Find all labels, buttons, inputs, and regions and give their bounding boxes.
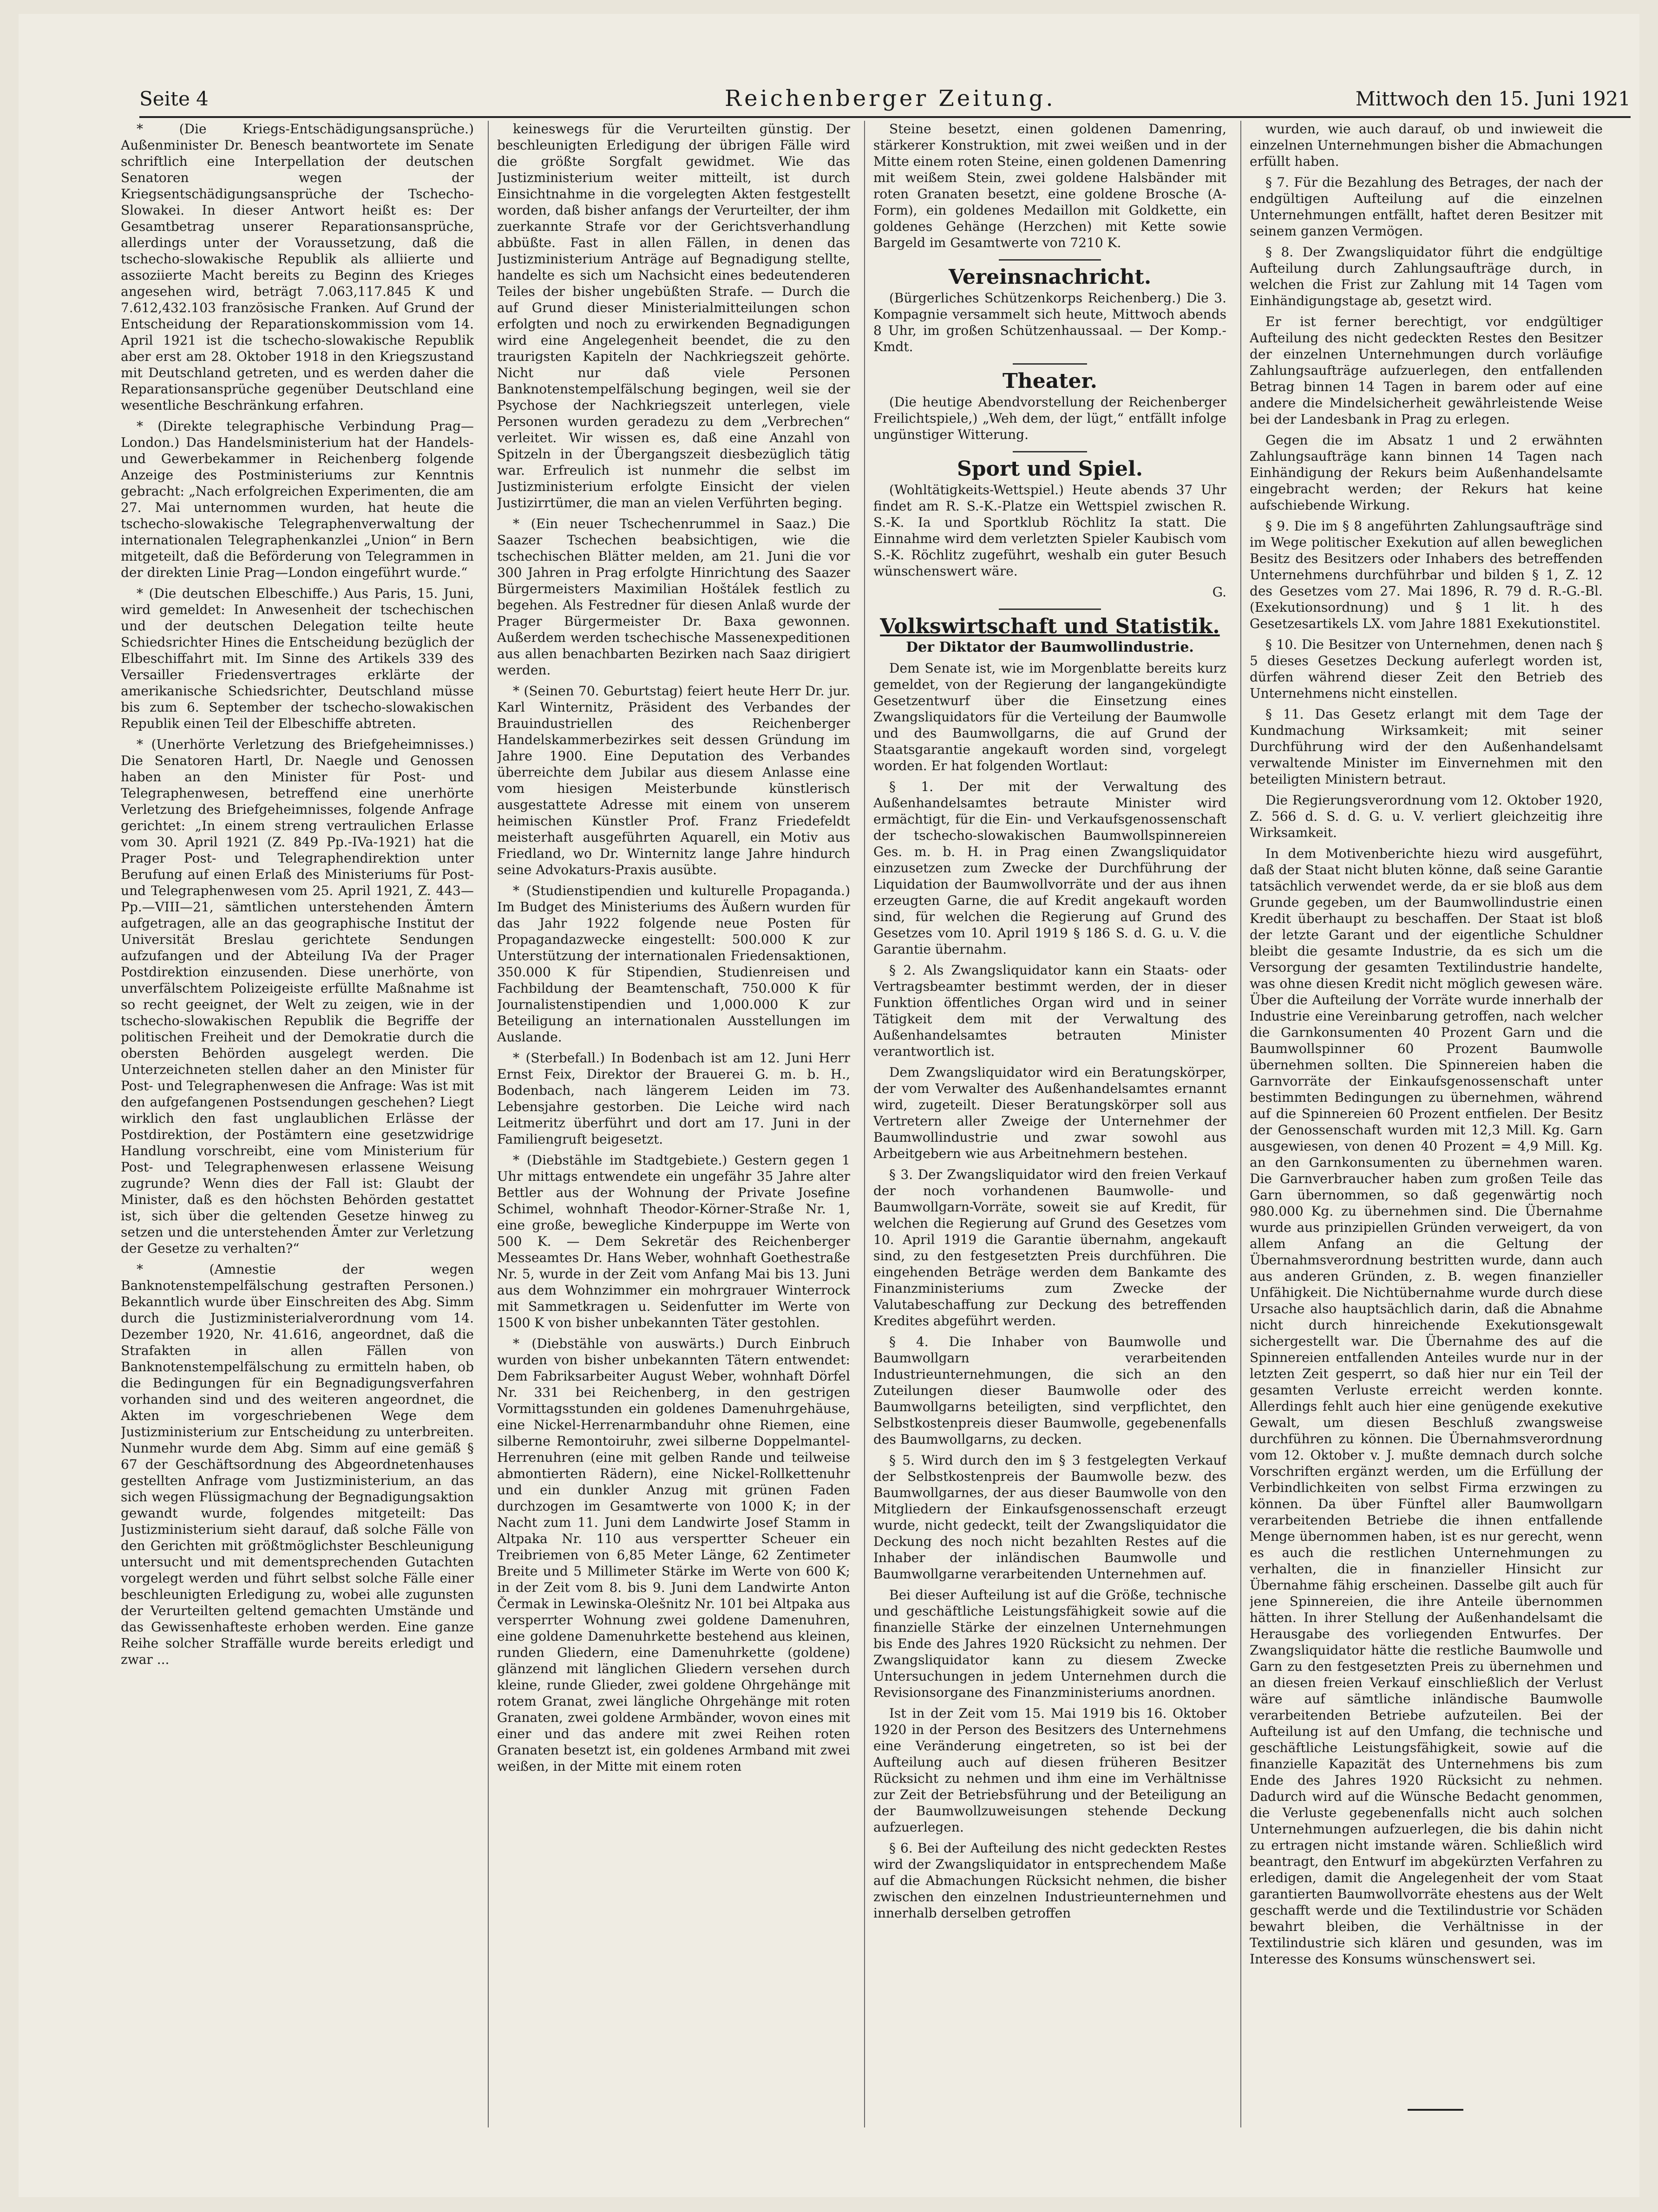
article-death-notice: * (Sterbefall.) In Bodenbach ist am 12. Juni Herr Ernst Feix, Direktor der Brauerei G. m. b. H., Bodenbach, nach längerem Leiden im 73. Lebensjahre gestorben. Die Leiche wird nach Leitmeritz überführt und dort am 17. Juni in der Familiengruft beigesetzt. — [497, 1050, 850, 1147]
column-3 — [873, 121, 1226, 2127]
article-columns — [121, 121, 1612, 2127]
article-elbe-ships: * (Die deutschen Elbeschiffe.) Aus Paris, 15. Juni, wird gemeldet: In Anwesenheit der tschechischen und der deutschen Delegation teilte heute Schiedsrichter Hines die Entscheidung bezüglich der Elbeschiffahrt mit. Im Sinne des Artikels 339 des Versailler Friedensvertrages erklärte der amerikanische Schiedsrichter, Deutschland müsse bis zum 6. September der tschecho-slowakischen Republik einen Teil der Elbeschiffe abtreten. — [121, 586, 474, 731]
econ-paragraph: Ist in der Zeit vom 15. Mai 1919 bis 16. Oktober 1920 in der Person des Besitzers des Unternehmens eine Veränderung eingetreten, so ist bei der Aufteilung auch auf diesen früheren Besitzer Rücksicht zu nehmen und ihm eine im Verhältnisse zur Zeit der Betriebsführung und der Beteiligung an der Baumwollzuweisungen stehende Deckung aufzuerlegen. — [873, 1706, 1226, 1835]
newspaper-title: Reichenberger Zeitung. — [725, 85, 1056, 111]
article-signature: G. — [1212, 584, 1226, 600]
section-title-club-news: Vereinsnachricht. — [948, 265, 1152, 289]
article-birthday: * (Seinen 70. Geburtstag) feiert heute Herr Dr. jur. Karl Winternitz, Präsident des Verbandes der Brauindustriellen des Reichenberger Handelskammerbezirkes seit dessen Gründung im Jahre 1900. Eine Deputation des Verbandes überreichte dem Jubilar aus diesem Anlasse eine vom hiesigen Meisterbunde künstlerisch ausgestattete Adresse mit einem von unserem heimischen Künstler Prof. Franz Friedefeldt meisterhaft ausgeführten Aquarell, ein Motiv aus Friedland, wo Dr. Winternitz lange Jahre hindurch seine Advokaturs-Praxis ausübte. — [497, 683, 850, 877]
article-thefts-city: * (Diebstähle im Stadtgebiete.) Gestern gegen 1 Uhr mittags entwendete ein ungefähr 35 Jahre alter Bettler aus der Wohnung der Private Josefine Schimel, wohnhaft Theodor-Körner-Straße Nr. 1, eine große, bewegliche Kinderpuppe im Werte von 500 K. — Dem Sekretär des Reichenberger Messeamtes Dr. Hans Weber, wohnhaft Goethestraße Nr. 5, wurde in der Zeit vom Anfang Mai bis 13. Juni aus dem Wohnzimmer ein mohrgrauer Winterrock mit Sammetkragen u. Seidenfutter im Werte von 1500 K von bisher unbekannten Täter gestohlen. — [497, 1152, 850, 1330]
econ-motive-report: In dem Motivenberichte hiezu wird ausgeführt, daß der Staat nicht bluten könne, daß seine Garantie tatsächlich verwendet werde, da er sie bloß aus dem Grunde gegeben, um der Baumwollindustrie einen Kredit überhaupt zu beschaffen. Der Staat ist bloß der letzte Garant und der eigentliche Schuldner bleibt die gesamte Industrie, da es sich um die Versorgung der gesamten Textilindustrie handelte, was ohne diesen Kredit nicht möglich gewesen wäre. Über die Aufteilung der Vorräte wurde innerhalb der Industrie eine Vereinbarung getroffen, nach welcher die Garnkonsumenten 40 Prozent Garn und die Baumwollspinner 60 Prozent Baumwolle übernehmen sollten. Die Spinnereien haben die Garnvorräte der Einkaufsgenossenschaft unter bestimmten Bedingungen zu übernehmen, während auf die Spinnereien 60 Prozent entfielen. Der Besitz der Genossenschaft wurden mit 12,3 Mill. Kg. Garn ausgewiesen, von denen 40 Prozent = 4,9 Mill. Kg. an den Garnkonsumenten zu übernehmen waren. Die Garnverbraucher haben zum großen Teile das Garn übernommen, so daß gegenwärtig noch 980.000 Kg. zu übernehmen sind. Die Übernahme wurde aus prinzipiellen Gründen verweigert, da von allem Anfang an die Geltung der Übernahmsverordnung bestritten wurde, dann auch aus anderen Gründen, z. B. wegen finanzieller Unfähigkeit. Die Nichtübernahme wurde durch diese Ursache also hauptsächlich darin, daß die Abnahme nicht durch hinreichende Exekutionsgewalt sichergestellt war. Die Übernahme des auf die Spinnereien entfallenden Anteiles wurde nur in der letzten Zeit gesperrt, so daß hier nur ein Teil der gesamten Verluste erreicht werden konnte. Allerdings fehlt auch hier eine genügende exekutive Gewalt, um diesen Beschluß zwangsweise durchführen zu können. Die Übernahmsverordnung vom 12. Oktober v. J. mußte demnach durch solche Vorschriften ergänzt werden, um die Erfüllung der Verbindlichkeiten von selbst Firma erzwingen zu können. Da über Fünftel aller Baumwollgarn verarbeitenden Betriebe die ihnen entfallende Menge übernommen haben, ist es nur gerecht, wenn es auch die restlichen Unternehmungen zu verhalten, die in finanzieller Hinsicht zur Übernahme fähig erscheinen. Dasselbe gilt auch für jene Spinnereien, die ihre Anteile übernommen hätten. In ihrer Stellung der Außenhandelsamt die Herausgabe des vorliegenden Entwurfes. Der Zwangsliquidator hätte die restliche Baumwolle und Garn zu den festgesetzten Preis zu übernehmen und an diesen freien Verkauf einschließlich der Verlust wäre auf sämtliche inländische Baumwolle verarbeitenden Betriebe aufzuteilen. Bei der Aufteilung ist auf den Umfang, die technische und geschäftliche Leistungsfähigkeit, sowie auf die finanzielle Kapazität des Unternehmens bis zum Ende des Jahres 1920 Rücksicht zu nehmen. Dadurch wird auf die Wünsche Bedacht genommen, die Verluste gegebenenfalls nicht auch solchen Unternehmungen aufzuerlegen, die bis dahin nicht zu ertragen nicht imstande wären. Schließlich wird beantragt, den Entwurf im abgekürzten Verfahren zu erledigen, damit die Angelegenheit der vom Staat garantierten Baumwollvorräte ehestens aus der Welt geschafft werde und die Textilindustrie vor Schäden bewahrt bleiben, die Verhältnisse in der Textilindustrie sich klären und gesunden, was im Interesse des Konsums wünschenswert sei. — [1250, 846, 1603, 1967]
econ-paragraph: § 10. Die Besitzer von Unternehmen, denen nach § 5 dieses Gesetzes Deckung auferlegt worden ist, dürfen während dieser Zeit den Betrieb des Unternehmens nicht einstellen. — [1250, 637, 1603, 701]
econ-paragraph: Dem Zwangsliquidator wird ein Beratungskörper, der vom Verwalter des Außenhandelsamtes ernannt wird, zugeteilt. Dieser Beratungskörper soll aus Vertretern aller Zweige der Unternehmer der Baumwollindustrie und zwar sowohl aus Arbeitgebern wie aus Arbeitnehmern bestehen. — [873, 1065, 1226, 1161]
econ-paragraph: § 6. Bei der Aufteilung des nicht gedeckten Restes wird der Zwangsliquidator in entsprechendem Maße auf die Abmachungen Rücksicht nehmen, die bisher zwischen den einzelnen Industrieunternehmen und innerhalb derselben getroffen — [873, 1840, 1226, 1921]
econ-paragraph: § 3. Der Zwangsliquidator wird den freien Verkauf der noch vorhandenen Baumwolle- und Baumwollgarn-Vorräte, soweit sie auf Kredit, für welchen die Regierung auf Grund des Gesetzes vom 10. April 1919 die Garantie übernahm, angekauft sind, zu den festgesetzten Preis durchführen. Die eingehenden Beträge werden dem Bankamte des Finanzministeriums zum Zwecke der Valutabeschaffung zur Deckung des betreffenden Kredites abgeführt werden. — [873, 1167, 1226, 1329]
econ-paragraph: § 8. Der Zwangsliquidator führt die endgültige Aufteilung durch Zahlungsaufträge durch, in welchen die Frist zur Zahlung mit 14 Tagen vom Einhändigungstage ab, gesetzt wird. — [1250, 244, 1603, 308]
section-title-economy: Volkswirtschaft und Statistik. — [880, 615, 1220, 638]
econ-paragraph: wurden, wie auch darauf, ob und inwieweit die einzelnen Unternehmungen bisher die Abmachungen erfüllt haben. — [1250, 121, 1603, 169]
article-amnesty-cont: keineswegs für die Verurteilten günstig. Der beschleunigten Erledigung der übrigen Fälle wird die größte Sorgfalt gewidmet. Wie das Justizministerium weiter mitteilt, ist durch Einsichtnahme in die vorgelegten Akten festgestellt worden, daß bisher anfangs der Verurteilter, der ihm zuerkannte Strafe vor der Gerichtsverhandlung abbüßte. Fast in allen Fällen, in denen das Justizministerium Anträge auf Begnadigung stellte, handelte es sich um Nachsicht eines bedeutenderen Teiles der bisher ungebüßten Strafe. — Durch die auf Grund dieser Ministerialmitteilungen schon erfolgten und noch zu erwirkenden Begnadigungen wird eine Angelegenheit beendet, die zu den traurigsten Kapiteln der Nachkriegszeit gehörte. Nicht nur daß viele Personen Banknotenstempelfälschung begingen, weil sie der Psychose der Nachkriegszeit unterlegen, viele Personen wurden geradezu zu dem „Verbrechen“ verleitet. Wir wissen es, daß eine Anzahl von Spitzeln in der Übergangszeit diesbezüglich tätig war. Erfreulich ist nunmehr die selbst im Justizministerium erfolgte Einsicht der vielen Justizirrtümer, die man an vielen Verführten beging. — [497, 121, 850, 510]
column-1 — [121, 121, 474, 2127]
page-number: Seite 4 — [139, 87, 209, 110]
econ-paragraph: Er ist ferner berechtigt, vor endgültiger Aufteilung des nicht gedeckten Restes den Besitzer der einzelnen Unternehmungen durch vorläufige Zahlungsaufträge aufzuerlegen, den entfallenden Betrag binnen 14 Tagen in barem oder auf eine andere die Mindelsicherheit gewährleistende Weise bei der Landesbank in Prag zu erlegen. — [1250, 314, 1603, 427]
econ-paragraph: § 5. Wird durch den im § 3 festgelegten Verkauf der Selbstkostenpreis der Baumwolle bezw. des Baumwollgarnes, der aus dieser Baumwolle von den Mitgliedern der Einkaufsgenossenschaft erzeugt wurde, nicht gedeckt, teilt der Zwangsliquidator die Deckung des noch nicht bezahlten Restes auf die Inhaber der inländischen Baumwolle und Baumwollgarne verarbeitenden Unternehmen auf. — [873, 1453, 1226, 1582]
issue-date: Mittwoch den 15. Juni 1921 — [1355, 87, 1631, 110]
article-stipends: * (Studienstipendien und kulturelle Propaganda.) Im Budget des Ministeriums des Äußern wurden für das Jahr 1922 folgende neue Posten für Propagandazwecke eingestellt: 500.000 K zur Unterstützung der internationalen Friedensaktionen, 350.000 K für Stipendien, Studienreisen und Fachbildung der Beamtenschaft, 750.000 K für Journalistenstipendien und 1,000.000 K zur Beteiligung an internationalen Ausstellungen im Auslande. — [497, 883, 850, 1045]
column-4 — [1250, 121, 1603, 2127]
article-amnesty: * (Amnestie der wegen Banknotenstempelfälschung gestraften Personen.) Bekanntlich wurde über Einschreiten des Abg. Simm durch die Justizministerialverordnung vom 14. Dezember 1920, Nr. 41.616, angeordnet, daß die Strafakten in allen Fällen von Banknotenstempelfälschung zu ermitteln haben, ob die Bedingungen für ein Begnadigungsverfahren vorhanden sind und des weiteren angeordnet, die Akten im vorgeschriebenen Wege dem Justizministerium zur Entscheidung zu unterbreiten. Nunmehr wurde dem Abg. Simm auf eine gemäß § 67 der Geschäftsordnung des Abgeordnetenhauses gestellten Anfrage vom Justizministerium, an das sich wegen Flüssigmachung der Begnadigungsaktion gewandt wurde, folgendes mitgeteilt: Das Justizministerium sieht darauf, daß solche Fälle von den Gerichten mit größtmöglichster Beschleunigung untersucht und mit dementsprechenden Gutachten vorgelegt werden und führt selbst solche Fälle einer beschleunigten Erledigung zu, wobei alle zugunsten der Verurteilten geltend gemachten Umstände und das Gewissenhafteste erhoben werden. Eine ganze Reihe solcher Straffälle wurde bereits erledigt und zwar ... — [121, 1262, 474, 1667]
article-sport: (Wohltätigkeits-Wettspiel.) Heute abends 37 Uhr findet am R. S.-K.-Platze ein Wettspiel zwischen R. S.-K. Ia und Sportklub Röchlitz Ia statt. Die Einnahme wird dem verletzten Spieler Kaubisch vom S.-K. Röchlitz zugeführt, weshalb ein guter Besuch wünschenswert wäre. — [873, 482, 1226, 579]
section-rule — [1013, 451, 1087, 452]
econ-paragraph: Die Regierungsverordnung vom 12. Oktober 1920, Z. 566 d. S. d. G. u. V. verliert gleichzeitig ihre Wirksamkeit. — [1250, 792, 1603, 840]
econ-paragraph: § 7. Für die Bezahlung des Betrages, der nach der endgültigen Aufteilung auf die einzelnen Unternehmungen entfällt, haftet deren Besitzer mit seinem ganzen Vermögen. — [1250, 175, 1603, 239]
column-divider — [1240, 121, 1241, 2127]
econ-paragraph: § 4. Die Inhaber von Baumwolle und Baumwollgarn verarbeitenden Industrieunternehmungen, die sich an den Zuteilungen dieser Baumwolle oder des Baumwollgarns beteiligten, sind verpflichtet, den Selbstkostenpreis dieser Baumwolle, gegebenenfalls des Baumwollgarns, zu decken. — [873, 1334, 1226, 1447]
section-title-theater: Theater. — [1002, 369, 1097, 393]
econ-paragraph: § 1. Der mit der Verwaltung des Außenhandelsamtes betraute Minister wird ermächtigt, für die Ein- und Verkaufsgenossenschaft der tschecho-slowakischen Baumwollspinnereien Ges. m. b. H. in Prag einen Zwangsliquidator einzusetzen zum Zwecke der Durchführung der Liquidation der Baumwollvorräte und der aus ihnen erzeugten Garne, die auf Kredit angekauft worden sind, für welchen die Regierung auf Grund des Gesetzes vom 10. April 1919 § 186 S. d. G. u. V. die Garantie übernahm. — [873, 779, 1226, 957]
section-rule — [999, 609, 1101, 610]
column-divider — [864, 121, 865, 2127]
end-rule — [1408, 2109, 1463, 2111]
article-telegraph-prague-london: * (Direkte telegraphische Verbindung Prag—London.) Das Handelsministerium hat der Handels- und Gewerbekammer in Reichenberg folgende Anzeige des Postministeriums zur Kenntnis gebracht: „Nach erfolgreichen Experimenten, die am 27. Mai unternommen wurden, hat heute die tschecho-slowakische Telegraphenverwaltung der internationalen Telegraphenkanzlei „Union“ in Bern mitgeteilt, daß die Beförderung von Telegrammen in der direkten Linie Prag—London eingeführt wurde.“ — [121, 419, 474, 580]
article-war-reparations: * (Die Kriegs-Entschädigungsansprüche.) Außenminister Dr. Benesch beantwortete im Senate schriftlich eine Interpellation der deutschen Senatoren wegen der Kriegsentschädigungsansprüche der Tschecho-Slowakei. In dieser Antwort heißt es: Der Gesamtbetrag unserer Reparationsansprüche, allerdings unter der Voraussetzung, daß die tschecho-slowakische Republik als alliierte und assoziierte Macht bereits zu Beginn des Krieges angesehen wird, beträgt 7.063,117.845 K und 7.612,432.103 französische Franken. Auf Grund der Entscheidung der Reparationskommission vom 14. April 1921 ist die tschecho-slowakische Republik aber erst am 28. Oktober 1918 in den Kriegszustand mit Deutschland getreten, und es werden daher die Reparationsansprüche gegenüber Deutschland eine wesentliche Beschränkung erfahren. — [121, 121, 474, 413]
article-club-news: (Bürgerliches Schützenkorps Reichenberg.) Die 3. Kompagnie versammelt sich heute, Mittwoch abends 8 Uhr, im großen Schützenhaussaal. — Der Komp.-Kmdt. — [873, 290, 1226, 354]
column-divider — [488, 121, 489, 2127]
section-rule — [1013, 363, 1087, 365]
section-rule — [999, 259, 1101, 261]
article-theater: (Die heutige Abendvorstellung der Reichenberger Freilichtspiele,) „Weh dem, der lügt,“ entfällt infolge ungünstiger Witterung. — [873, 394, 1226, 442]
column-2 — [497, 121, 850, 2127]
section-title-sport: Sport und Spiel. — [957, 457, 1143, 481]
article-subtitle: Der Diktator der Baumwollindustrie. — [906, 639, 1194, 655]
page-header — [139, 84, 1631, 118]
article-thefts-outside: * (Diebstähle von auswärts.) Durch Einbruch wurden von bisher unbekannten Tätern entwendet: Dem Fabriksarbeiter August Weber, wohnhaft Dörfel Nr. 331 bei Reichenberg, in den gestrigen Vormittagsstunden ein goldenes Damenuhrgehäuse, eine Nickel-Herrenarmbanduhr ohne Riemen, eine silberne Remontoiruhr, zwei silberne Doppelmantel-Herrenuhren (eine mit gelben Rande und teilweise abmontierten Rädern), eine Nickel-Rollkettenuhr und ein dunkler Anzug mit grünen Faden durchzogen im Gesamtwerte von 1000 K; in der Nacht zum 11. Juni dem Landwirte Josef Stamm in Altpaka Nr. 110 aus verspertter Scheuer ein Treibriemen von 6,85 Meter Länge, 62 Zentimeter Breite und 5 Millimeter Stärke im Werte von 600 K; in der Zeit vom 8. bis 9. Juni dem Landwirte Anton Čermak in Lewinska-Olešnitz Nr. 101 bei Altpaka aus versperrter Wohnung zwei goldene Damenuhren, eine goldene Damenuhrkette bestehend aus kleinen, runden Gliedern, eine Damenuhrkette (goldene) glänzend mit länglichen Gliedern versehen durch kleine, runde Glieder, zwei goldene Ohrgehänge mit rotem Granat, zwei längliche Ohrgehänge mit roten Granaten, zwei goldene Armbänder, wovon eines mit einer und das andere mit zwei Reihen roten Granaten besetzt ist, ein goldenes Armband mit zwei weißen, in der Mitte mit einem roten — [497, 1336, 850, 1774]
article-thefts-cont: Steine besetzt, einen goldenen Damenring, stärkerer Konstruktion, mit zwei weißen und in der Mitte einem roten Steine, einen goldenen Damenring mit weißem Stein, zwei goldene Halsbänder mit roten Granaten besetzt, eine goldene Brosche (A-Form), ein goldenes Medaillon mit Goldkette, ein goldenes Gehänge (Herzchen) mit Kette sowie Bargeld im Gesamtwerte von 7210 K. — [873, 121, 1226, 250]
econ-paragraph: Gegen die im Absatz 1 und 2 erwähnten Zahlungsaufträge kann binnen 14 Tagen nach Einhändigung der Rekurs beim Außenhandelsamte eingebracht werden; der Rekurs hat keine aufschiebende Wirkung. — [1250, 432, 1603, 513]
econ-paragraph: § 9. Die im § 8 angeführten Zahlungsaufträge sind im Wege politischer Exekution auf allen beweglichen Besitz des Besitzers oder Inhabers des betreffenden Unternehmens durchführbar und bilden § 1, Z. 12 des Gesetzes vom 27. Mai 1896, R. 79 d. R.-G.-Bl. (Exekutionsordnung) und § 1 lit. h des Gesetzesartikels LX. vom Jahre 1881 Exekutionstitel. — [1250, 518, 1603, 631]
article-letter-secrecy: * (Unerhörte Verletzung des Briefgeheimnisses.) Die Senatoren Hartl, Dr. Naegle und Genossen haben an den Minister für Post- und Telegraphenwesen, betreffend eine unerhörte Verletzung des Briefgeheimnisses, folgende Anfrage gerichtet: „In einem streng vertraulichen Erlasse vom 30. April 1921 (Z. 849 Pp.-IVa-1921) hat die Prager Post- und Telegraphendirektion unter Berufung auf einen Erlaß des Ministeriums für Post- und Telegraphenwesen vom 25. April 1921, Z. 443—Pp.—VIII—21, sämtlichen unterstehenden Ämtern aufgetragen, alle an das geographische Institut der Universität Breslau gerichtete Sendungen aufzufangen und der Abteilung IVa der Prager Postdirektion einzusenden. Diese unerhörte, von unverfälschtem Polizeigeiste erfüllte Maßnahme ist so recht geeignet, der Welt zu zeigen, wie in der tschecho-slowakischen Republik die Begriffe der politischen Freiheit und der Demokratie durch die obersten Behörden ausgelegt werden. Die Unterzeichneten stellen daher an den Minister für Post- und Telegraphenwesen die Anfrage: Was ist mit den aufgefangenen Postsendungen geschehen? Liegt wirklich den fast unglaublichen Erlässe der Postdirektion, der Postämtern eine gesetzwidrige Handlung vorschreibt, eine vom Ministerium für Post- und Telegraphenwesen erlassene Weisung zugrunde? Wenn dies der Fall ist: Glaubt der Minister, daß es den höchsten Behörden gestattet ist, sich über die geltenden Gesetze hinweg zu setzen und die unterstehenden Ämter zur Verletzung der Gesetze zu verhalten?“ — [121, 737, 474, 1256]
econ-paragraph: Dem Senate ist, wie im Morgenblatte bereits kurz gemeldet, von der Regierung der langangekündigte Gesetzentwurf über die Einsetzung eines Zwangsliquidators für die Verteilung der Baumwolle und des Baumwollgarns, die auf Grund der Staatsgarantie angekauft worden sind, vorgelegt worden. Er hat folgenden Wortlaut: — [873, 661, 1226, 773]
article-saaz: * (Ein neuer Tschechenrummel in Saaz.) Die Saazer Tschechen beabsichtigen, wie die tschechischen Blätter melden, am 21. Juni die vor 300 Jahren in Prag erfolgte Hinrichtung des Saazer Bürgermeisters Maximilian Hoštálek festlich zu begehen. Als Festredner für diesen Anlaß wurde der Prager Bürgermeister Dr. Baxa gewonnen. Außerdem werden tschechische Massenexpeditionen aus allen benachbarten Bezirken nach Saaz dirigiert werden. — [497, 516, 850, 678]
econ-paragraph: § 2. Als Zwangsliquidator kann ein Staats- oder Vertragsbeamter bestimmt werden, der in dieser Funktion öffentliches Organ wird und in seiner Tätigkeit dem mit der Verwaltung des Außenhandelsamtes betrauten Minister verantwortlich ist. — [873, 962, 1226, 1059]
econ-paragraph: Bei dieser Aufteilung ist auf die Größe, technische und geschäftliche Leistungsfähigkeit sowie auf die finanzielle Stärke der einzelnen Unternehmungen bis Ende des Jahres 1920 Rücksicht zu nehmen. Der Zwangsliquidator kann zu diesem Zwecke Untersuchungen in jedem Unternehmen durch die Revisionsorgane des Finanzministeriums anordnen. — [873, 1587, 1226, 1700]
econ-paragraph: § 11. Das Gesetz erlangt mit dem Tage der Kundmachung Wirksamkeit; mit seiner Durchführung wird der den Außenhandelsamt verwaltende Minister im Einvernehmen mit den beteiligten Ministern betraut. — [1250, 707, 1603, 787]
